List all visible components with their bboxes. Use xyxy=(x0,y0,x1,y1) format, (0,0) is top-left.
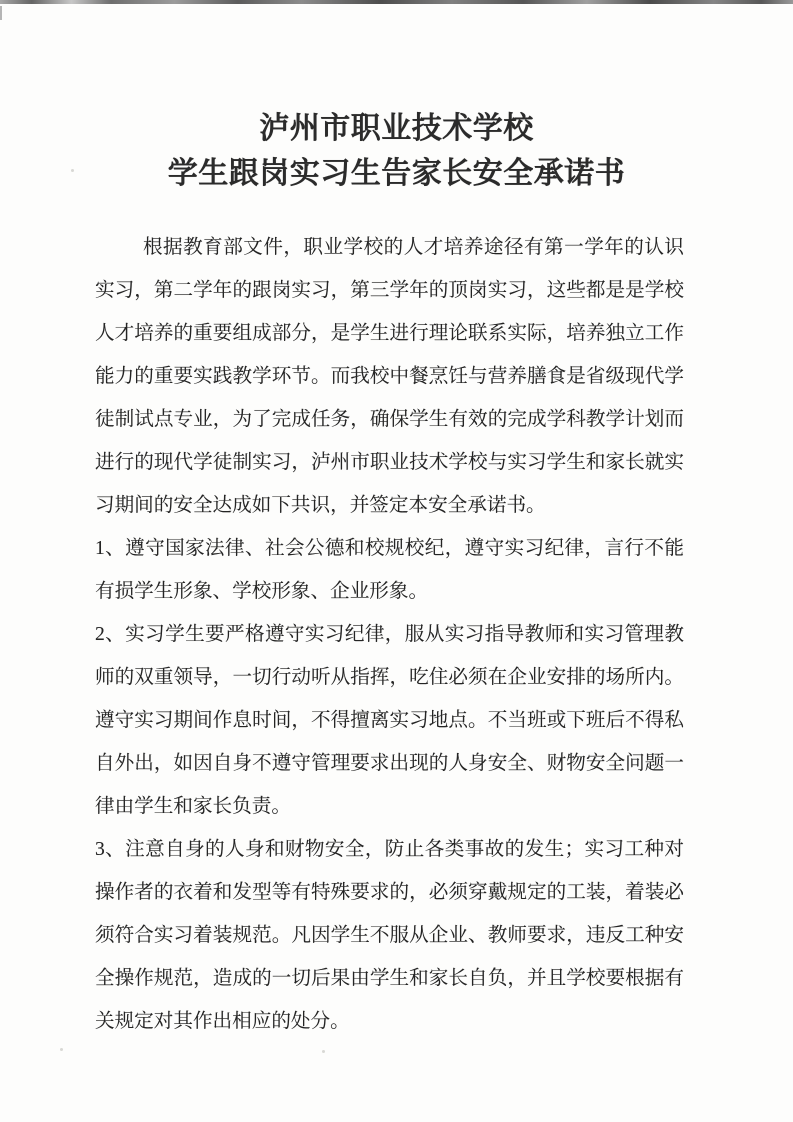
scan-artifact-top-strip xyxy=(0,0,793,4)
scan-speck xyxy=(60,1048,63,1051)
document-body xyxy=(95,226,684,1043)
scan-speck xyxy=(322,1050,325,1053)
document-title xyxy=(0,0,793,196)
paragraph-item-1: 1、遵守国家法律、社会公德和校规校纪，遵守实习纪律，言行不能有损学生形象、学校形象、企业形象。 xyxy=(95,538,684,602)
scan-artifact-left-edge xyxy=(0,6,2,20)
document-title-line1: 泸州市职业技术学校 xyxy=(259,112,534,145)
document-title-line2: 学生跟岗实习生告家长安全承诺书 xyxy=(167,157,626,190)
paragraph-item-2: 2、实习学生要严格遵守实习纪律，服从实习指导教师和实习管理教师的双重领导，一切行动听从指挥，吃住必须在企业安排的场所内。遵守实习期间作息时间，不得擅离实习地点。不当班或下班后不得私自外出，如因自身不遵守管理要求出现的人身安全、财物安全问题一律由学生和家长负责。 xyxy=(95,624,684,817)
paragraph-item-3: 3、注意自身的人身和财物安全，防止各类事故的发生；实习工种对操作者的衣着和发型等有特殊要求的，必须穿戴规定的工装，着装必须符合实习着装规范。凡因学生不服从企业、教师要求，违反工种安全操作规范，造成的一切后果由学生和家长自负，并且学校要根据有关规定对其作出相应的处分。 xyxy=(95,839,684,1032)
scan-speck xyxy=(71,169,74,172)
paragraph-intro: 根据教育部文件，职业学校的人才培养途径有第一学年的认识实习，第二学年的跟岗实习，第三学年的顶岗实习，这些都是是学校人才培养的重要组成部分，是学生进行理论联系实际，培养独立工作能力的重要实践教学环节。而我校中餐烹饪与营养膳食是省级现代学徒制试点专业，为了完成任务，确保学生有效的完成学科教学计划而进行的现代学徒制实习，泸州市职业技术学校与实习学生和家长就实习期间的安全达成如下共识，并签定本安全承诺书。 xyxy=(95,237,684,516)
